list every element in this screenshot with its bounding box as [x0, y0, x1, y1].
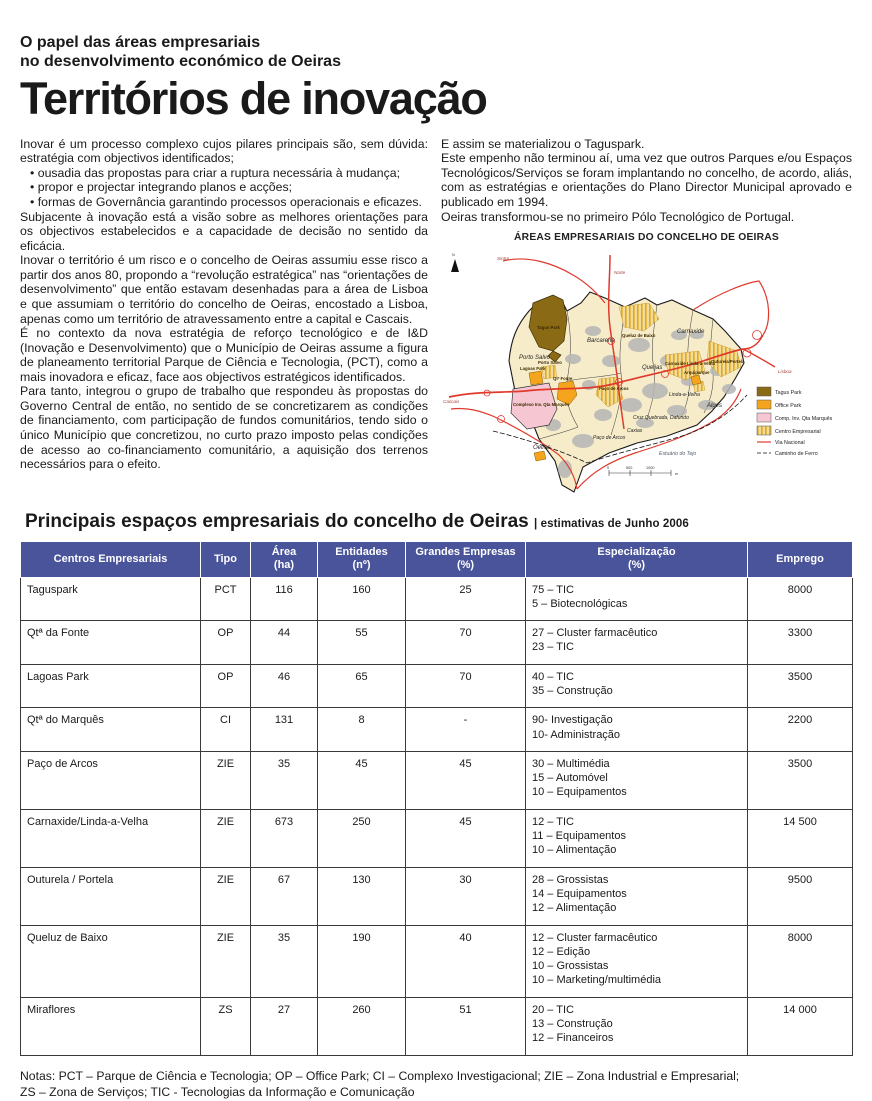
cell-area: 116	[251, 577, 318, 621]
cell-especializacao: 40 – TIC 35 – Construção	[526, 664, 748, 708]
cell-grandes-empresas: 30	[406, 867, 526, 925]
cell-emprego: 3500	[748, 664, 853, 708]
legend-swatch-office-park	[757, 400, 771, 409]
cell-grandes-empresas: 70	[406, 621, 526, 665]
cell-tipo: ZIE	[201, 925, 251, 997]
footnote-line: Notas: PCT – Parque de Ciência e Tecnologia; OP – Office Park; CI – Complexo Investigacional; ZIE – Zona Industrial e Empresarial;	[20, 1068, 740, 1083]
cell-entidades: 250	[318, 809, 406, 867]
column-header: Área (ha)	[251, 542, 318, 577]
legend-label: Tagus Park	[775, 390, 802, 397]
legend-swatch-complex	[757, 413, 771, 422]
cell-centre-name: Lagoas Park	[21, 664, 201, 708]
cell-especializacao: 20 – TIC 13 – Construção 12 – Financeiros	[526, 997, 748, 1055]
footnote-line: ZS – Zona de Serviços; TIC - Tecnologias da Informação e Comunicação	[20, 1085, 415, 1100]
cell-emprego: 8000	[748, 577, 853, 621]
cell-especializacao: 12 – TIC 11 – Equipamentos 10 – Alimentação	[526, 809, 748, 867]
cell-entidades: 190	[318, 925, 406, 997]
cell-entidades: 8	[318, 708, 406, 752]
site-label: Lagoas Park	[520, 366, 546, 372]
paragraph: Oeiras transformou-se no primeiro Pólo Tecnológico de Portugal.	[441, 209, 795, 224]
table-body	[21, 577, 853, 1055]
cell-grandes-empresas: 70	[406, 664, 526, 708]
region-label: Paço de Arcos	[593, 435, 626, 442]
table-row	[21, 997, 853, 1055]
column-header: Grandes Empresas (%)	[406, 542, 526, 577]
cell-centre-name: Miraflores	[21, 997, 201, 1055]
article-body	[20, 137, 852, 495]
column-header: Centros Empresariais	[21, 542, 201, 577]
cell-area: 131	[251, 708, 318, 752]
cell-area: 35	[251, 751, 318, 809]
column-header: Tipo	[201, 542, 251, 577]
legend-swatch-tagus-park	[757, 387, 771, 396]
article-header	[20, 34, 852, 124]
table-row	[21, 577, 853, 621]
cell-entidades: 45	[318, 751, 406, 809]
site-label: Tagus Park	[537, 325, 560, 331]
site-label: Outurela/Portela	[711, 359, 745, 365]
site-label: Carnaxide Linda-a-Velha	[665, 361, 715, 367]
cell-tipo: OP	[201, 621, 251, 665]
legend-label: Via Nacional	[775, 440, 805, 447]
cell-grandes-empresas: 45	[406, 751, 526, 809]
paragraph: Este empenho não terminou aí, uma vez que outros Parques e/ou Espaços Tecnológicos/Serviços se foram implantando no concelho, de acordo, aliás, com as estratégias e orientações do Plano Director Municipal aprovado e publicado em 1994.	[441, 151, 852, 209]
site-label: Qtª Fonte	[553, 376, 573, 382]
table-row	[21, 751, 853, 809]
cell-tipo: ZIE	[201, 867, 251, 925]
paragraph: Inovar é um processo complexo cujos pilares principais são, sem dúvida: estratégia com objectivos identificados;	[20, 136, 428, 166]
table-title: Principais espaços empresariais do concelho de Oeiras	[25, 511, 529, 533]
cell-area: 35	[251, 925, 318, 997]
cell-grandes-empresas: 25	[406, 577, 526, 621]
cell-area: 673	[251, 809, 318, 867]
cell-entidades: 65	[318, 664, 406, 708]
legend-label: Comp. Inv. Qta Marquês	[775, 416, 833, 423]
cell-entidades: 55	[318, 621, 406, 665]
cell-entidades: 160	[318, 577, 406, 621]
table-head	[21, 542, 853, 577]
cell-centre-name: Qtª da Fonte	[21, 621, 201, 665]
external-label-norte: Norte	[614, 270, 626, 276]
cell-centre-name: Carnaxide/Linda-a-Velha	[21, 809, 201, 867]
cell-emprego: 2200	[748, 708, 853, 752]
legend-label: Caminho de Ferro	[775, 451, 818, 458]
legend-label: Office Park	[775, 403, 802, 410]
region-label: Barcarena	[587, 338, 615, 345]
oeiras-map	[441, 243, 871, 495]
cell-grandes-empresas: 40	[406, 925, 526, 997]
table-row	[21, 664, 853, 708]
cell-tipo: ZS	[201, 997, 251, 1055]
cell-grandes-empresas: 45	[406, 809, 526, 867]
region-label: Queijas	[642, 365, 663, 372]
left-column	[20, 137, 428, 495]
external-label-sintra: Sintra	[497, 256, 510, 262]
site-label: Arquiparque	[684, 370, 710, 376]
kicker-line-1: O papel das áreas empresariais	[20, 34, 261, 51]
map-legend	[757, 387, 833, 457]
region-label: Carnaxide	[677, 329, 705, 336]
cell-emprego: 3500	[748, 751, 853, 809]
cell-area: 67	[251, 867, 318, 925]
cell-tipo: OP	[201, 664, 251, 708]
column-header: Especialização (%)	[526, 542, 748, 577]
paragraph: E assim se materializou o Taguspark.	[441, 136, 645, 151]
column-header: Entidades (nº)	[318, 542, 406, 577]
kicker	[20, 34, 852, 72]
cell-centre-name: Taguspark	[21, 577, 201, 621]
cell-centre-name: Outurela / Portela	[21, 867, 201, 925]
paragraph: Subjacente à inovação está a visão sobre as melhores orientações para os objectivos estabelecidos e a capacidade de decisão no sentido da eficácia.	[20, 209, 428, 253]
map-figure	[441, 232, 852, 495]
cell-entidades: 260	[318, 997, 406, 1055]
map-title: ÁREAS EMPRESARIAIS DO CONCELHO DE OEIRAS	[514, 232, 779, 244]
cell-emprego: 8000	[748, 925, 853, 997]
table-section-title	[25, 511, 852, 533]
table-subtitle: | estimativas de Junho 2006	[534, 518, 689, 531]
paragraph: Inovar o território é um risco e o concelho de Oeiras assumiu esse risco a partir dos anos 80, propondo a “revolução estratégica” nas “orientações de desenvolvimento” que então estavam desenhadas para a área de Lisboa e que assumiam o território do concelho de Oeiras, encostado a Lisboa, apenas como um território de atravessamento entre a capital e Cascais.	[20, 253, 428, 326]
scale-bar	[607, 466, 678, 476]
svg-text:m: m	[675, 472, 679, 477]
svg-text:0: 0	[607, 466, 610, 471]
region-label: Oeiras	[533, 445, 551, 452]
legend-label: Centro Empresarial	[775, 429, 821, 436]
table-row	[21, 925, 853, 997]
cell-especializacao: 30 – Multimédia 15 – Automóvel 10 – Equipamentos	[526, 751, 748, 809]
cell-emprego: 14 500	[748, 809, 853, 867]
bullet-list	[20, 166, 428, 210]
right-column	[441, 137, 852, 495]
cell-area: 46	[251, 664, 318, 708]
legend-swatch-business-centre	[757, 426, 771, 435]
site-label: Queluz de Baixo	[622, 333, 656, 339]
site-label: Complexo Inv. Qta Marquês	[513, 402, 570, 408]
compass-north-icon	[451, 259, 459, 272]
cell-especializacao: 75 – TIC 5 – Biotecnológicas	[526, 577, 748, 621]
column-header: Emprego	[748, 542, 853, 577]
paragraph: É no contexto da nova estratégia de reforço tecnológico e de I&D (Inovação e Desenvolvimento) que o Município de Oeiras assume a figura de planeamento territorial Parque de Ciência e Tecnologia, (PCT), como a mais inovadora e eficaz, face aos objectivos estratégicos identificados.	[20, 326, 428, 384]
region-label: Porto Salvo	[519, 355, 551, 362]
cell-especializacao: 90- Investigação 10- Administração	[526, 708, 748, 752]
kicker-line-2: no desenvolvimento económico de Oeiras	[20, 52, 341, 70]
bullet-item: • formas de Governância garantindo processos operacionais e eficazes.	[30, 195, 428, 210]
cell-entidades: 130	[318, 867, 406, 925]
table-row	[21, 809, 853, 867]
page-title: Territórios de inovação	[20, 72, 487, 124]
svg-text:1000: 1000	[646, 466, 655, 471]
cell-grandes-empresas: 51	[406, 997, 526, 1055]
cell-especializacao: 12 – Cluster farmacêutico 12 – Edição 10 – Grossistas 10 – Marketing/multimédia	[526, 925, 748, 997]
cell-centre-name: Paço de Arcos	[21, 751, 201, 809]
site-label: Paço de Arcos	[599, 386, 629, 392]
region-label: Linda-a-Velha	[669, 392, 700, 399]
external-label-lisboa: Lisboa	[778, 369, 792, 375]
cell-tipo: ZIE	[201, 751, 251, 809]
cell-tipo: PCT	[201, 577, 251, 621]
paragraph: Para tanto, integrou o grupo de trabalho que respondeu às propostas do Governo Central de então, no sentido de se concretizarem as condições de financiamento, com participação de fundos comunitários, tendo sido o único Município que concretizou, no curto prazo imposto pelas condições de acesso ao co-financiamento comunitário, a aquisição dos terrenos necessários para o efeito.	[20, 384, 428, 472]
cell-emprego: 14 000	[748, 997, 853, 1055]
cell-tipo: ZIE	[201, 809, 251, 867]
bullet-item: • propor e projectar integrando planos e acções;	[30, 180, 428, 195]
cell-centre-name: Qtª do Marquês	[21, 708, 201, 752]
cell-area: 44	[251, 621, 318, 665]
table-row	[21, 708, 853, 752]
svg-text:500: 500	[626, 466, 633, 471]
business-table	[20, 541, 853, 1056]
external-label-cascais: Cascais	[443, 399, 460, 405]
region-label: Cruz Quebrada, Dafundo	[633, 415, 689, 422]
cell-emprego: 9500	[748, 867, 853, 925]
cell-emprego: 3300	[748, 621, 853, 665]
table-row	[21, 621, 853, 665]
cell-grandes-empresas: -	[406, 708, 526, 752]
cell-centre-name: Queluz de Baixo	[21, 925, 201, 997]
region-label: Algés	[707, 403, 723, 410]
cell-area: 27	[251, 997, 318, 1055]
cell-especializacao: 27 – Cluster farmacêutico 23 – TIC	[526, 621, 748, 665]
cell-tipo: CI	[201, 708, 251, 752]
site-label: Porto Salvo	[538, 360, 562, 366]
region-label: Caxias	[627, 428, 643, 435]
table-row	[21, 867, 853, 925]
footnotes	[20, 1068, 852, 1101]
estuary-label: Estuário do Tejo	[659, 451, 697, 458]
bullet-item: • ousadia das propostas para criar a ruptura necessária à mudança;	[30, 166, 428, 181]
cell-especializacao: 28 – Grossistas 14 – Equipamentos 12 – Alimentação	[526, 867, 748, 925]
compass-label: N	[452, 253, 455, 258]
